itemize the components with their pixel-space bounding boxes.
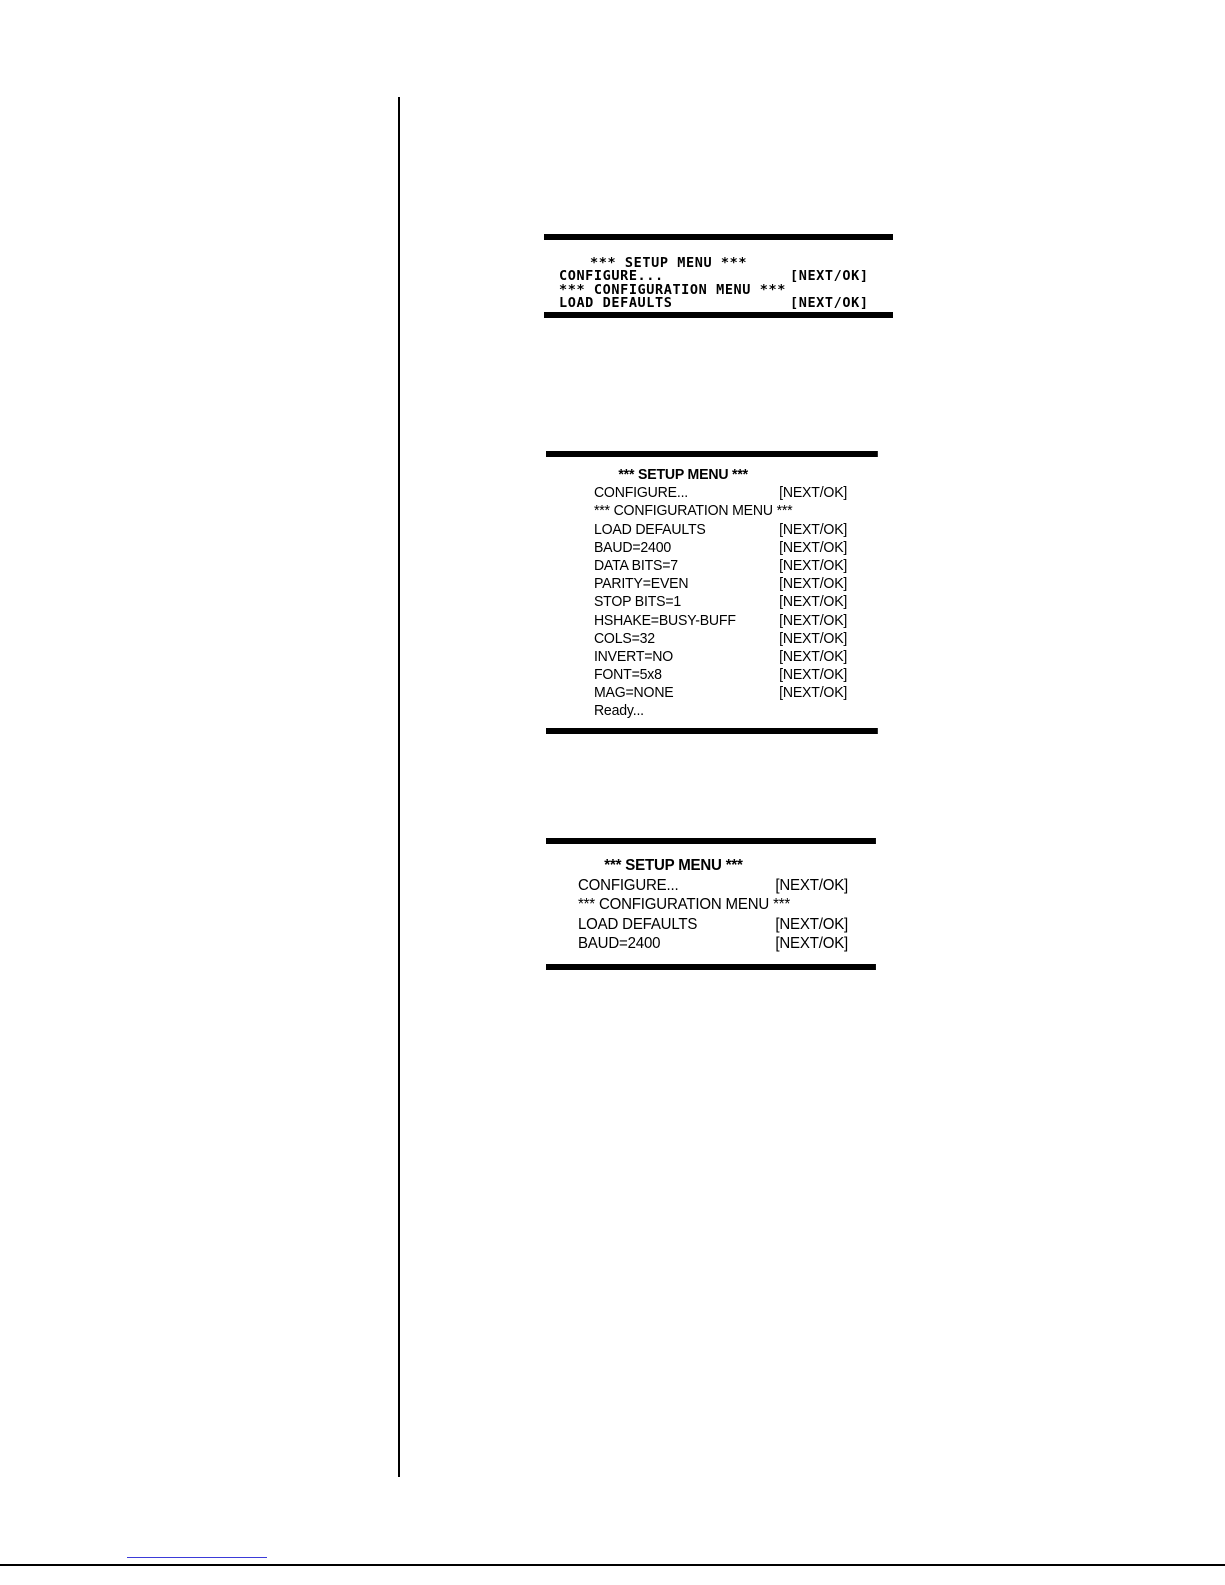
printout-line-label: *** SETUP MENU ***: [590, 255, 748, 271]
footer-link-underline: [127, 1557, 267, 1558]
printer-output-sample-2: [546, 451, 878, 734]
printout-line-action: [NEXT/OK]: [775, 935, 849, 953]
printout-line-label: PARITY=EVEN: [593, 575, 689, 593]
printout-line-label: DATA BITS=7: [593, 556, 678, 574]
printout-line-label: *** CONFIGURATION MENU ***: [593, 502, 793, 520]
printout-line: [594, 466, 878, 484]
printout-line: [594, 648, 878, 666]
printout-line: [594, 684, 878, 702]
printout-line-action: [NEXT/OK]: [779, 575, 848, 593]
page-bottom-rule: [0, 1564, 1225, 1566]
printout-line: [559, 297, 893, 310]
printout-line-label: LOAD DEFAULTS: [593, 520, 706, 538]
printout-line-action: [NEXT/OK]: [775, 876, 849, 894]
printout-line: [578, 856, 876, 876]
printout-line-action: [NEXT/OK]: [779, 593, 848, 611]
printout-line-label: Ready...: [593, 702, 644, 720]
printout-line: [594, 666, 878, 684]
printout-line-label: BAUD=2400: [593, 538, 672, 556]
printout-line: [594, 539, 878, 557]
printout-line-label: CONFIGURE...: [559, 268, 664, 285]
printout-line: [578, 934, 876, 954]
printout-line: [594, 557, 878, 575]
printout-line-label: INVERT=NO: [593, 647, 674, 665]
left-margin-rule: [398, 97, 400, 1477]
printout-line-action: [NEXT/OK]: [779, 647, 848, 665]
printout-line: [594, 484, 878, 502]
printout-line-label: HSHAKE=BUSY-BUFF: [593, 611, 736, 629]
printout-line-label: *** SETUP MENU ***: [604, 857, 743, 874]
printout-line: [594, 502, 878, 520]
printout-line-action: [NEXT/OK]: [779, 520, 848, 538]
printout-line-action: [NEXT/OK]: [779, 611, 848, 629]
printer-output-sample-3: [546, 838, 876, 970]
printout-line-action: [NEXT/OK]: [790, 268, 869, 285]
printout-line-label: CONFIGURE...: [577, 876, 679, 894]
printout-line: [594, 521, 878, 539]
printout-line-label: *** CONFIGURATION MENU ***: [559, 281, 786, 298]
printout-line-label: *** SETUP MENU ***: [618, 466, 748, 483]
printout-line-label: FONT=5x8: [593, 666, 662, 684]
printer-output-sample-1: [544, 234, 893, 318]
printout-line: [578, 895, 876, 915]
printout-line-label: CONFIGURE...: [593, 484, 689, 502]
printout-line-label: *** CONFIGURATION MENU ***: [577, 896, 791, 914]
printout-line-label: STOP BITS=1: [593, 593, 682, 611]
printout-line: [594, 630, 878, 648]
printout-line-label: LOAD DEFAULTS: [559, 295, 673, 312]
printout-line: [578, 915, 876, 935]
printout-line: [578, 876, 876, 896]
printout-line-label: BAUD=2400: [577, 935, 661, 953]
printout-line-action: [NEXT/OK]: [779, 484, 848, 502]
printout-line: [594, 593, 878, 611]
printout-line-action: [NEXT/OK]: [779, 538, 848, 556]
printout-line-label: LOAD DEFAULTS: [577, 915, 698, 933]
printout-line: [594, 702, 878, 720]
printout-line-label: COLS=32: [593, 629, 655, 647]
printout-line: [594, 612, 878, 630]
printout-line-action: [NEXT/OK]: [779, 684, 848, 702]
printout-line-action: [NEXT/OK]: [779, 666, 848, 684]
printout-line: [594, 575, 878, 593]
printout-line-action: [NEXT/OK]: [779, 556, 848, 574]
printout-line-action: [NEXT/OK]: [779, 629, 848, 647]
printout-line-action: [NEXT/OK]: [775, 915, 849, 933]
printout-line-label: MAG=NONE: [593, 684, 674, 702]
printout-line-action: [NEXT/OK]: [790, 295, 869, 312]
